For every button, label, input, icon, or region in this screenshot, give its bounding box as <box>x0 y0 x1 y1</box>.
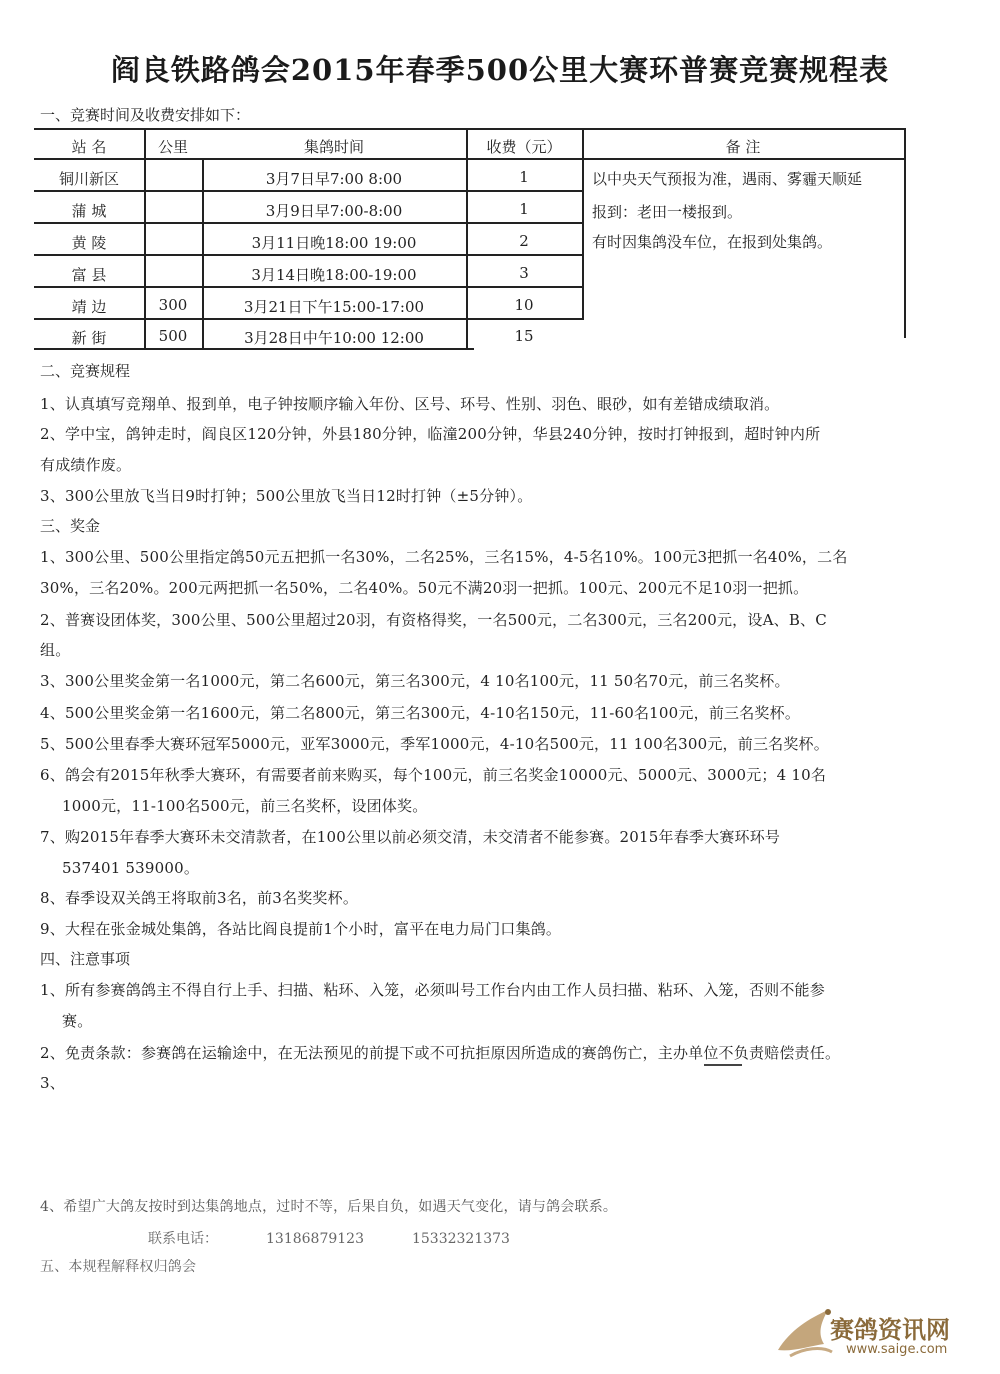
prize-item: 5、500公里春季大赛环冠军5000元，亚军3000元，季军1000元，4-10名500元，11 100名300元，前三名奖杯。 <box>40 735 829 753</box>
phone-number: 13186879123 <box>266 1231 364 1247</box>
table-cell-station: 铜川新区 <box>58 170 119 188</box>
table-cell-time: 3月21日下午15:00-17:00 <box>243 298 425 316</box>
table-cell-fee: 15 <box>514 327 534 345</box>
table-cell-km: 500 <box>158 327 188 345</box>
table-cell-time: 3月7日早7:00 8:00 <box>265 170 403 188</box>
table-rule <box>34 348 474 350</box>
handwritten-underline <box>704 1064 742 1066</box>
notice-item: 2、免责条款：参赛鸽在运输途中，在无法预见的前提下或不可抗拒原因所造成的赛鸽伤亡，主办单位不负责赔偿责任。 <box>40 1044 841 1062</box>
footer-final: 五、本规程解释权归鸽会 <box>40 1259 197 1275</box>
table-rule <box>34 158 906 160</box>
table-cell-station: 靖 边 <box>71 298 107 316</box>
remark-line: 报到：老田一楼报到。 <box>592 203 743 221</box>
table-rule <box>34 254 582 256</box>
table-cell-fee: 2 <box>519 232 529 250</box>
section4-heading: 四、注意事项 <box>40 950 131 968</box>
notice-item-cont: 赛。 <box>62 1012 93 1030</box>
table-rule <box>904 128 906 338</box>
watermark-url: www.saige.com <box>846 1342 948 1357</box>
header-km: 公里 <box>157 138 188 156</box>
prize-item: 2、普赛设团体奖，300公里、500公里超过20羽，有资格得奖，一名500元，二名300元，三名200元，设A、B、C <box>40 611 827 629</box>
rule-item: 3、300公里放飞当日9时打钟；500公里放飞当日12时打钟（±5分钟）。 <box>40 487 533 505</box>
table-cell-station: 富 县 <box>71 266 107 284</box>
rule-item-cont: 有成绩作废。 <box>40 456 132 474</box>
table-cell-station: 黄 陵 <box>71 234 107 252</box>
table-cell-fee: 3 <box>519 264 529 282</box>
footer-notice: 4、希望广大鸽友按时到达集鸽地点，过时不等，后果自负，如遇天气变化，请与鸽会联系。 <box>40 1199 618 1215</box>
header-remark: 备 注 <box>725 138 761 156</box>
table-cell-time: 3月11日晚18:00 19:00 <box>251 234 417 252</box>
prize-item: 4、500公里奖金第一名1600元，第二名800元，第三名300元，4-10名150元，11-60名100元，前三名奖杯。 <box>40 704 801 722</box>
watermark-site-name: 赛鸽资讯网 <box>830 1316 950 1344</box>
prize-item-cont: 30%，三名20%。200元两把抓一名50%，二名40%。50元不满20羽一把抓。100元、200元不足10羽一把抓。 <box>40 579 809 597</box>
table-cell-fee: 10 <box>514 296 534 314</box>
prize-item: 7、购2015年春季大赛环未交清款者，在100公里以前必须交清，未交清者不能参赛。2015年春季大赛环环号 <box>40 828 781 846</box>
table-cell-fee: 1 <box>519 168 529 186</box>
section2-heading: 二、竞赛规程 <box>40 362 131 380</box>
table-rule <box>34 190 582 192</box>
prize-item: 9、大程在张金城处集鸽，各站比阎良提前1个小时，富平在电力局门口集鸽。 <box>40 920 562 938</box>
remark-line: 有时因集鸽没车位，在报到处集鸽。 <box>592 233 833 251</box>
header-time: 集鸽时间 <box>303 138 364 156</box>
remark-line: 以中央天气预报为准，遇雨、雾霾天顺延 <box>592 170 863 188</box>
notice-item: 3、 <box>40 1074 65 1092</box>
prize-item-cont: 组。 <box>40 641 71 659</box>
phone-number: 15332321373 <box>411 1231 510 1247</box>
contact-line <box>148 1228 558 1248</box>
table-cell-time: 3月9日早7:00-8:00 <box>265 202 403 220</box>
table-cell-time: 3月14日晚18:00-19:00 <box>251 266 417 284</box>
table-rule <box>34 286 582 288</box>
table-cell-station: 蒲 城 <box>71 202 107 220</box>
table-cell-fee: 1 <box>519 200 529 218</box>
table-rule <box>144 128 146 350</box>
table-rule <box>34 128 906 130</box>
prize-item: 3、300公里奖金第一名1000元，第二名600元，第三名300元，4 10名100元，11 50名70元，前三名奖杯。 <box>40 672 790 690</box>
table-cell-time: 3月28日中午10:00 12:00 <box>244 329 424 347</box>
table-cell-km: 300 <box>158 296 188 314</box>
page-title: 阎良铁路鸽会2015年春季500公里大赛环普赛竞赛规程表 <box>110 53 890 87</box>
section3-heading: 三、奖金 <box>40 517 101 535</box>
table-rule <box>34 318 582 320</box>
rule-item: 1、认真填写竞翔单、报到单，电子钟按顺序输入年份、区号、环号、性别、羽色、眼砂，如有差错成绩取消。 <box>40 395 780 413</box>
prize-item: 8、春季设双关鸽王将取前3名，前3名奖奖杯。 <box>40 889 359 907</box>
table-cell-station: 新 街 <box>71 329 107 347</box>
prize-item-cont: 1000元，11-100名500元，前三名奖杯，设团体奖。 <box>62 797 428 815</box>
header-fee: 收费（元） <box>486 138 562 156</box>
header-station: 站 名 <box>71 138 107 156</box>
table-rule <box>34 222 582 224</box>
prize-item-cont: 537401 539000。 <box>62 859 200 877</box>
section1-heading: 一、竞赛时间及收费安排如下： <box>40 106 251 124</box>
notice-item: 1、所有参赛鸽鸽主不得自行上手、扫描、粘环、入笼，必须叫号工作台内由工作人员扫描、粘环、入笼，否则不能参 <box>40 981 825 999</box>
prize-item: 1、300公里、500公里指定鸽50元五把抓一名30%，二名25%，三名15%，4-5名10%。100元3把抓一名40%，二名 <box>40 548 848 566</box>
prize-item: 6、鸽会有2015年秋季大赛环，有需要者前来购买，每个100元，前三名奖金10000元、5000元、3000元；4 10名 <box>40 766 827 784</box>
rule-item: 2、学中宝，鸽钟走时，阎良区120分钟，外县180分钟，临潼200分钟，华县240分钟，按时打钟报到，超时钟内所 <box>40 425 821 443</box>
contact-label: 联系电话： <box>148 1231 218 1247</box>
